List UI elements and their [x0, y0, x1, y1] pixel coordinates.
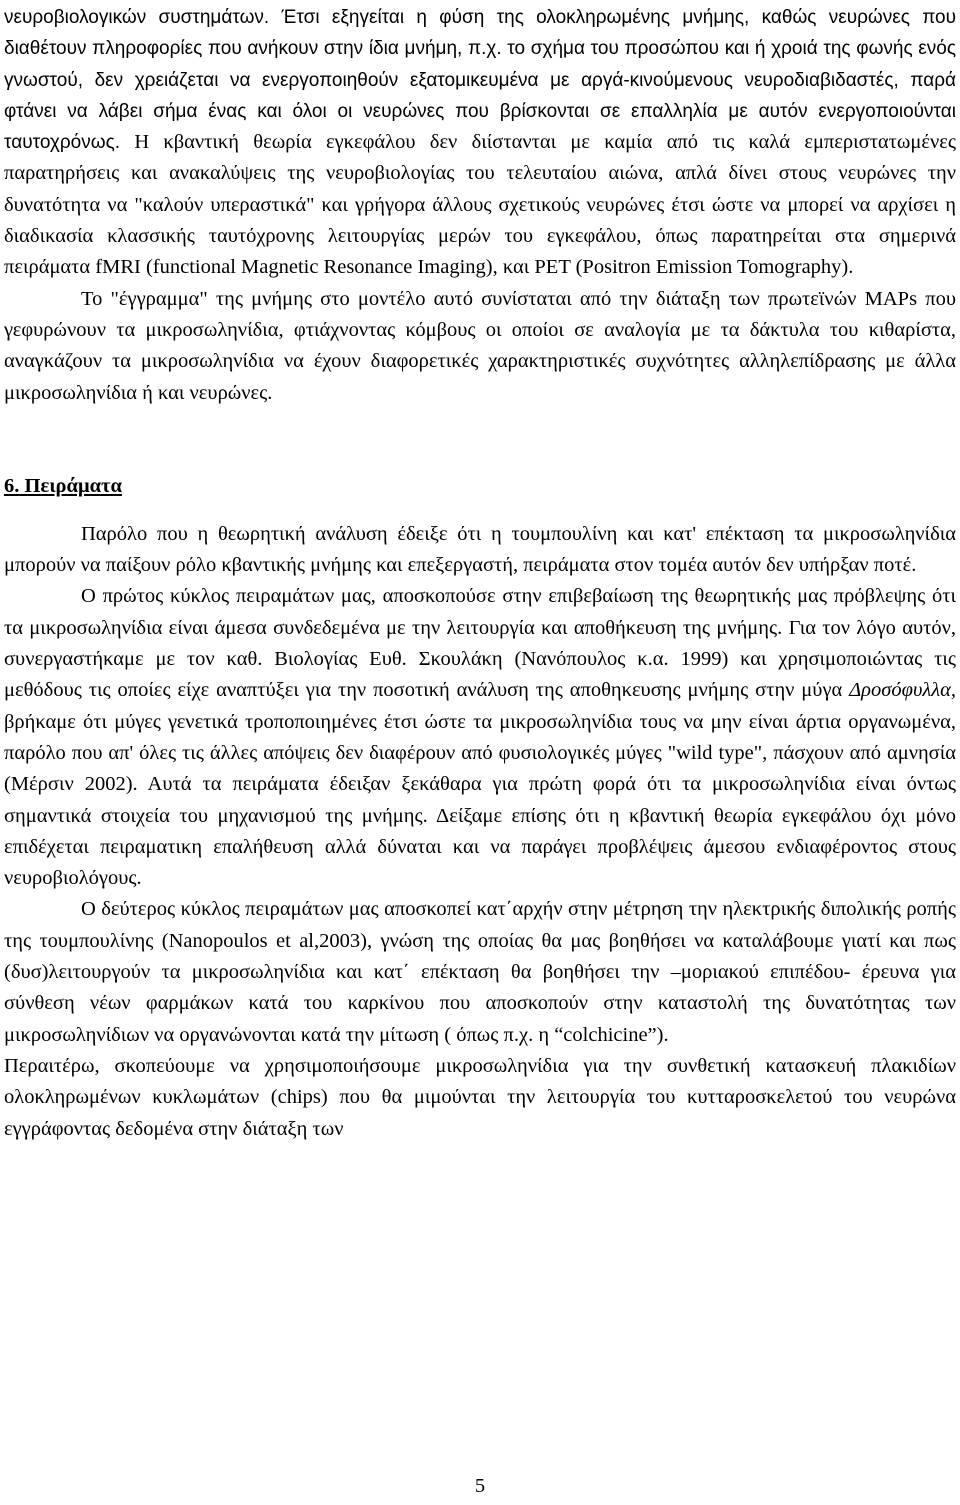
paragraph-memory-engram: Το "έγγραμμα" της μνήμης στο μοντέλο αυτό συνίσταται από την διάταξη των πρωτεϊνών MAPs που γεφυρώνουν τα μικροσωληνίδια, φτιάχνοντας κόμβους οι οποίοι σε αναλογία με τα δάκτυλα του κιθαρίστα, αναγκάζουν τα μικροσωληνίδια να έχουν διαφορετικές χαρακτηριστικές συχνότητες αλληλεπίδρασης με άλλα μικροσωληνίδια ή και νευρώνες. [4, 287, 956, 404]
document-page [4, 2, 956, 1145]
paragraph-quantum-brain-sans-text: νευροβιολογικών συστημάτων. Έτσι εξηγείται η φύση της ολοκληρωμένης μνήμης, καθώς νευρώνες που διαθέτουν πληροφορίες που ανήκουν στην ίδια μνήμη, π.χ. το σχήμα του προσώπου και ή χροιά της φωνής ενός γνωστού, δεν χρειάζεται να ενεργοποιηθούν εξατομικευμένα με αργά-κινούμενους νευροδιαβιδαστές, παρά φτάνει να λάβει σήμα ένας και όλοι οι νευρώνες που βρίσκονται σε επαλληλία με αυτόν ενεργοποιούνται ταυτοχρόνως. [4, 7, 956, 154]
page-number: 5 [474, 1475, 486, 1497]
section-heading-experiments: 6. Πειράματα [4, 474, 122, 497]
paragraph-first-experiments-text-a: Ο πρώτος κύκλος πειραμάτων μας, αποσκοπούσε στην επιβεβαίωση της θεωρητικής μας πρόβλεψης ότι τα μικροσωληνίδια είναι άμεσα συνδεδεμένα με την λειτουργία και αποθήκευση της μνήμης. Για τον λόγο αυτόν, συνεργαστήκαμε με τον καθ. Βιολογίας Ευθ. Σκουλάκη (Νανόπουλος κ.α. 1999) και χρησιμοποιώντας τις μεθόδους τις οποίες είχε αναπτύξει για την ποσοτική ανάλυση της αποθηκευσης μνήμης στην μύγα [4, 585, 956, 702]
paragraph-first-experiments-text-b: βρήκαμε ότι μύγες γενετικά τροποποιημένες έτσι ώστε τα μικροσωληνίδια τους να μην είναι άρτια οργανωμένα, παρόλο που απ' όλες τις άλλες απόψεις δεν διαφέρουν από φυσιολογικές μύγες "wild type", πάσχουν από αμνησία (Μέρσιν 2002). Αυτά τα πειράματα έδειξαν ξεκάθαρα για πρώτη φορά ότι τα μικροσωληνίδια είναι όντως σημαντικά στοιχεία του μηχανισμού της μνήμης. Δείξαμε επίσης ότι η κβαντική θεωρία εγκεφάλου όχι μόνο επιδέχεται πειραματικη επαλήθευση αλλά δύναται και να παράγει προβλέψεις άμεσου ενδιαφέροντος στους νευροβιολόγους. [4, 710, 956, 890]
paragraph-first-experiments [4, 581, 956, 894]
paragraph-second-experiments: Ο δεύτερος κύκλος πειραμάτων μας αποσκοπεί κατ΄αρχήν στην μέτρηση την ηλεκτρικής διπολικής ροπής της τουμπουλίνης (Nanopoulos et al,2003), γνώση της οποίας θα μας βοηθήσει να καταλάβουμε γιατί και πως (δυσ)λειτουργούν τα μικροσωληνίδια και κατ΄ επέκταση θα βοηθήσει την –μοριακού επιπέδου- έρευνα για σύνθεση νέων φαρμάκων κατά του καρκίνου που αποσκοπούν στην καταστολή της δυνατότητας των μικροσωληνίδιων να οργανώνονται κατά την μίτωση ( όπως π.χ. η “colchicine”). [4, 898, 956, 1046]
section-spacer [4, 409, 956, 471]
paragraph-quantum-brain-serif-text: Η κβαντική θεωρία εγκεφάλου δεν διίστανται με καμία από τις καλά εμπεριστατωμένες παρατηρήσεις και ανακαλύψεις της νευροβιολογίας του τελευταίου αιώνα, απλά δίνει στους νευρώνες την δυνατότητα να "καλούν υπεραστικά" και γρήγορα άλλους σχετικούς νευρώνες έτσι ώστε να μπορεί να αρχίσει η διαδικασία κλασσικής ταυτόχρονης λειτουργίας μερών του εγκεφάλου, όπως παρατηρείται στα σημερινά πειράματα fMRI (functional Magnetic Resonance Imaging), και PET (Positron Emission Tomography). [4, 131, 956, 279]
paragraph-future-work: Περαιτέρω, σκοπεύουμε να χρησιμοποιήσουμε μικροσωληνίδια για την συνθετική κατασκευή πλακιδίων ολοκληρωμένων κυκλωμάτων (chips) που θα μιμούνται την λειτουργία του κυτταροσκελετού του νευρώνα εγγράφοντας δεδομένα στην διάταξη των [4, 1054, 956, 1140]
paragraph-quantum-brain [4, 2, 956, 284]
heading-spacer [4, 502, 956, 519]
paragraph-first-experiments-italic: Δροσόφυλλα, [849, 679, 956, 702]
paragraph-experiments-intro: Παρόλο που η θεωρητική ανάλυση έδειξε ότι η τουμπουλίνη και κατ' επέκταση τα μικροσωληνίδια μπορούν να παίξουν ρόλο κβαντικής μνήμης και επεξεργαστή, πειράματα στον τομέα αυτόν δεν υπήρξαν ποτέ. [4, 522, 956, 577]
